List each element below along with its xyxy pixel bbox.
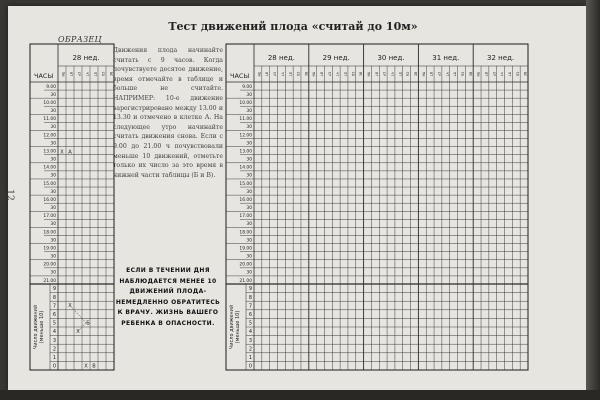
weekday-label: СР [77, 71, 81, 77]
hour-label: 30 [50, 141, 56, 147]
sample-mark-a: А [68, 149, 72, 156]
weekday-label: ЧТ [335, 71, 340, 77]
count-number: 6 [52, 311, 56, 318]
sample-cross-b1: Х [68, 303, 72, 310]
hours-header: ЧАСЫ [34, 72, 54, 80]
hour-label: 13.00 [239, 149, 252, 155]
weekday-label: ВС [413, 71, 418, 77]
weekday-label: ПТ [93, 71, 97, 77]
hour-label: 19.00 [43, 246, 56, 252]
hour-label: 16.00 [43, 197, 56, 203]
weekday-label: СБ [515, 71, 520, 77]
hour-label: 11.00 [239, 117, 252, 123]
hour-label: 30 [50, 92, 56, 98]
weekday-label: ВТ [69, 71, 73, 77]
page-title: Тест движений плода «считай до 10м» [168, 20, 418, 33]
hour-label: 30 [50, 125, 56, 131]
weekday-label: ПН [61, 71, 65, 77]
weekday-label: ПН [311, 71, 316, 77]
hour-label: 30 [246, 189, 252, 195]
count-number: 6 [248, 311, 252, 318]
hour-label: 20.00 [239, 262, 252, 268]
count-number: 7 [248, 303, 252, 310]
warning-text: ЕСЛИ В ТЕЧЕНИИ ДНЯ НАБЛЮДАЕТСЯ МЕНЕЕ 10 ДВИЖЕНИЙ ПЛОДА- НЕМЕДЛЕННО ОБРАТИТЕСЬ К ВРАЧУ. ЖИЗНЬ ВАШЕГО РЕБЕНКА В ОПАСНОСТИ. [115, 267, 221, 327]
count-number: 8 [52, 294, 56, 301]
hour-label: 30 [50, 173, 56, 179]
hour-label: 30 [50, 222, 56, 228]
week-label: 32 нед. [487, 54, 515, 62]
weekday-label: ПН [421, 71, 426, 77]
weekday-label: ВС [303, 71, 308, 77]
weekday-label: СБ [350, 71, 355, 77]
hour-label: 30 [246, 157, 252, 163]
weekday-label: ВС [109, 71, 113, 77]
weekday-label: ВС [468, 71, 473, 77]
hour-label: 17.00 [239, 214, 252, 220]
weekday-label: ЧТ [280, 71, 285, 77]
count-number: 1 [248, 354, 252, 361]
weekday-label: СБ [296, 71, 301, 77]
weekday-label: ВТ [374, 71, 379, 77]
count-number: 2 [52, 346, 56, 353]
grid-border [226, 44, 528, 370]
count-number: 9 [52, 286, 56, 293]
weekday-label: ЧТ [390, 71, 394, 77]
hour-label: 13.00 [43, 149, 56, 155]
weekday-label: СБ [405, 71, 410, 77]
hour-label: 30 [246, 270, 252, 276]
hour-label: 18.00 [239, 230, 252, 236]
hour-label: 30 [50, 206, 56, 212]
sample-mark-a-cross: Х [60, 149, 64, 156]
weekday-label: ЧТ [499, 71, 504, 77]
hour-label: 30 [246, 125, 252, 131]
weekday-label: ЧТ [85, 71, 89, 77]
count-number: 9 [248, 286, 252, 293]
count-axis-sublabel: (меньше 10) [39, 310, 45, 344]
weekday-label: СР [491, 71, 496, 77]
hour-label: 30 [246, 222, 252, 228]
count-number: 4 [248, 329, 252, 336]
weekday-label: ВТ [483, 71, 488, 77]
week-label: 31 нед. [432, 54, 460, 62]
weekday-label: ПТ [452, 71, 457, 77]
hour-label: 30 [50, 254, 56, 260]
count-number: 5 [248, 320, 252, 327]
weekday-label: ВС [358, 71, 363, 77]
hour-label: 30 [246, 206, 252, 212]
count-number: 8 [248, 294, 252, 301]
weekday-label: ПН [256, 71, 261, 77]
sample-label: ОБРАЗЕЦ [58, 35, 102, 44]
week-label: 29 нед. [322, 54, 350, 62]
sample-cross-v: Х [84, 363, 88, 370]
sample-mark-b: Б [86, 320, 90, 327]
hour-label: 30 [246, 141, 252, 147]
hour-label: 30 [50, 270, 56, 276]
instructions-text: Движения плода начинайте считать с 9 часов. Когда почувствуете десятое движение, время отмечайте в таблице и больше не считайте. НАПРИМЕР: 10-е движение зарегистрировано между 13.00 и 13.30 и отмечено в клетке А. На следующее утро начинайте считать движения снова. Если с 9.00 до 21.00 ч почувствовали меньше 10 движений, отметьте только их число за это время в нижней части таблицы (Б и В). [113, 47, 223, 179]
weekday-label: ВС [523, 71, 528, 77]
week-label: 28 нед. [267, 54, 295, 62]
weekday-label: СР [272, 71, 277, 77]
count-axis-label: Число движений [229, 304, 235, 350]
hour-label: 30 [246, 254, 252, 260]
hour-label: 19.00 [239, 246, 252, 252]
count-number: 5 [52, 320, 56, 327]
weekday-label: ВТ [264, 71, 269, 77]
hours-header: ЧАСЫ [230, 72, 250, 80]
hour-label: 9.00 [46, 84, 56, 90]
hour-label: 30 [246, 109, 252, 115]
weekday-label: ПН [366, 71, 371, 77]
hour-label: 30 [50, 238, 56, 244]
hour-label: 15.00 [43, 181, 56, 187]
hour-label: 30 [246, 92, 252, 98]
count-number: 3 [52, 337, 56, 344]
weekday-label: СБ [460, 71, 465, 77]
hour-label: 12.00 [43, 133, 56, 139]
hour-label: 14.00 [239, 165, 252, 171]
count-number: 0 [52, 363, 56, 370]
weekday-label: ПТ [397, 71, 402, 77]
hour-label: 9.00 [242, 84, 252, 90]
page-number: 12 [4, 189, 15, 201]
hour-label: 17.00 [43, 214, 56, 220]
weekday-label: ПТ [507, 71, 512, 77]
hour-label: 21.00 [43, 278, 56, 284]
week-label: 30 нед. [377, 54, 405, 62]
hour-label: 30 [50, 109, 56, 115]
weekday-label: ПТ [288, 71, 293, 77]
hour-label: 20.00 [43, 262, 56, 268]
weekday-label: ПТ [343, 71, 348, 77]
hour-label: 16.00 [239, 197, 252, 203]
sample-mark-v: В [92, 363, 96, 370]
weekday-label: ВТ [319, 71, 324, 77]
hour-label: 21.00 [239, 278, 252, 284]
hour-label: 14.00 [43, 165, 56, 171]
week-label: 28 нед. [72, 54, 100, 62]
weekday-label: СБ [101, 71, 105, 77]
weekday-label: ВТ [429, 71, 434, 77]
count-number: 4 [52, 329, 56, 336]
hour-label: 30 [246, 173, 252, 179]
hour-label: 30 [50, 189, 56, 195]
weekday-label: СР [382, 71, 387, 77]
weekday-label: ПН [476, 71, 481, 77]
hour-label: 18.00 [43, 230, 56, 236]
count-number: 1 [52, 354, 56, 361]
count-axis-label: Число движений [33, 304, 39, 350]
count-axis-sublabel: (меньше 10) [235, 310, 241, 344]
hour-label: 30 [246, 238, 252, 244]
weekday-label: СР [327, 71, 332, 77]
hour-label: 15.00 [239, 181, 252, 187]
count-number: 0 [248, 363, 252, 370]
hour-label: 10.00 [239, 101, 252, 107]
weekday-label: ЧТ [444, 71, 449, 77]
count-number: 2 [248, 346, 252, 353]
count-number: 7 [52, 303, 56, 310]
hour-label: 30 [50, 157, 56, 163]
weekday-label: СР [436, 71, 441, 77]
hour-label: 10.00 [43, 101, 56, 107]
hour-label: 12.00 [239, 133, 252, 139]
hour-label: 11.00 [43, 117, 56, 123]
sample-cross-b2: Х [76, 328, 80, 335]
count-number: 3 [248, 337, 252, 344]
